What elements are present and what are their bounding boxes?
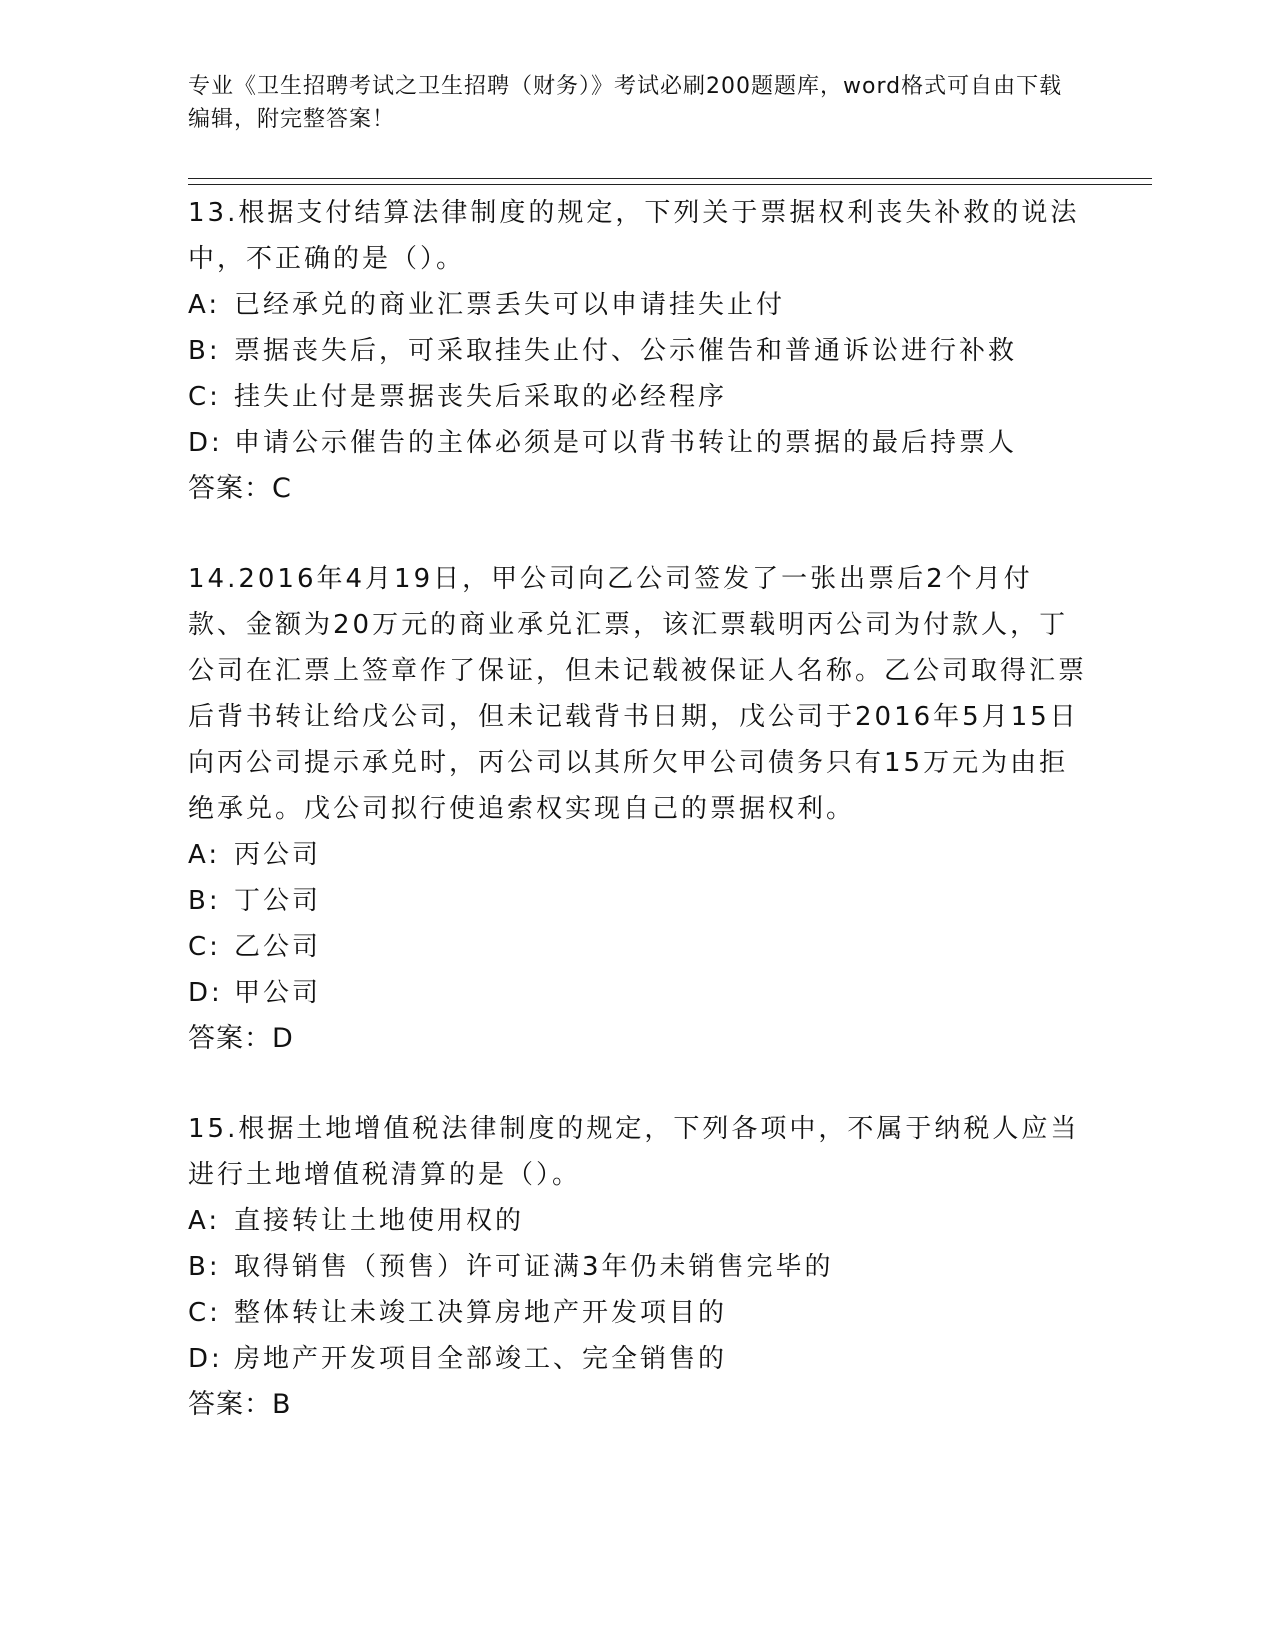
- option-text: 房地产开发项目全部竣工、完全销售的: [234, 1344, 728, 1374]
- option-text: 票据丧失后，可采取挂失止付、公示催告和普通诉讼进行补救: [234, 336, 1018, 366]
- question-15: [188, 1106, 1088, 1428]
- header-divider-top: [188, 178, 1152, 179]
- option-c: [188, 374, 1088, 420]
- option-d: [188, 1336, 1088, 1382]
- question-14: [188, 556, 1088, 1062]
- option-text: 丁公司: [234, 886, 322, 916]
- question-stem: 14.2016年4月19日，甲公司向乙公司签发了一张出票后2个月付款、金额为20万元的商业承兑汇票，该汇票载明丙公司为付款人，丁公司在汇票上签章作了保证，但未记载被保证人名称。乙公司取得汇票后背书转让给戊公司，但未记载背书日期，戊公司于2016年5月15日向丙公司提示承兑时，丙公司以其所欠甲公司债务只有15万元为由拒绝承兑。戊公司拟行使追索权实现自己的票据权利。: [188, 564, 1088, 824]
- answer-line: 答案：C: [188, 473, 292, 504]
- option-key: B:: [188, 336, 221, 366]
- option-text: 直接转让土地使用权的: [234, 1206, 525, 1236]
- option-text: 取得销售（预售）许可证满3年仍未销售完毕的: [234, 1252, 834, 1282]
- option-key: D:: [188, 428, 223, 458]
- option-text: 乙公司: [234, 932, 322, 962]
- option-key: B:: [188, 886, 221, 916]
- answer-line: 答案：B: [188, 1389, 292, 1420]
- option-a: [188, 832, 1088, 878]
- option-text: 已经承兑的商业汇票丢失可以申请挂失止付: [234, 290, 786, 320]
- question-stem: 15.根据土地增值税法律制度的规定，下列各项中，不属于纳税人应当进行土地增值税清算的是（）。: [188, 1114, 1080, 1190]
- option-c: [188, 924, 1088, 970]
- option-a: [188, 1198, 1088, 1244]
- document-header: 专业《卫生招聘考试之卫生招聘（财务）》考试必刷200题题库，word格式可自由下载编辑，附完整答案！: [188, 74, 1063, 132]
- option-text: 丙公司: [234, 840, 322, 870]
- option-text: 申请公示催告的主体必须是可以背书转让的票据的最后持票人: [234, 428, 1018, 458]
- option-key: D:: [188, 1344, 223, 1374]
- option-text: 挂失止付是票据丧失后采取的必经程序: [234, 382, 728, 412]
- option-b: [188, 328, 1088, 374]
- option-key: D:: [188, 978, 223, 1008]
- option-key: C:: [188, 932, 221, 962]
- option-key: C:: [188, 1298, 221, 1328]
- question-stem: 13.根据支付结算法律制度的规定，下列关于票据权利丧失补救的说法中，不正确的是（）。: [188, 198, 1080, 274]
- option-b: [188, 878, 1088, 924]
- header-divider-bottom: [188, 184, 1152, 185]
- option-c: [188, 1290, 1088, 1336]
- answer-line: 答案：D: [188, 1023, 294, 1054]
- option-a: [188, 282, 1088, 328]
- question-13: [188, 190, 1088, 512]
- option-key: B:: [188, 1252, 221, 1282]
- option-d: [188, 970, 1088, 1016]
- option-key: A:: [188, 1206, 221, 1236]
- option-text: 甲公司: [234, 978, 322, 1008]
- option-key: A:: [188, 840, 221, 870]
- option-b: [188, 1244, 1088, 1290]
- option-d: [188, 420, 1088, 466]
- question-list: [188, 188, 1088, 1428]
- option-key: A:: [188, 290, 221, 320]
- option-key: C:: [188, 382, 221, 412]
- option-text: 整体转让未竣工决算房地产开发项目的: [234, 1298, 728, 1328]
